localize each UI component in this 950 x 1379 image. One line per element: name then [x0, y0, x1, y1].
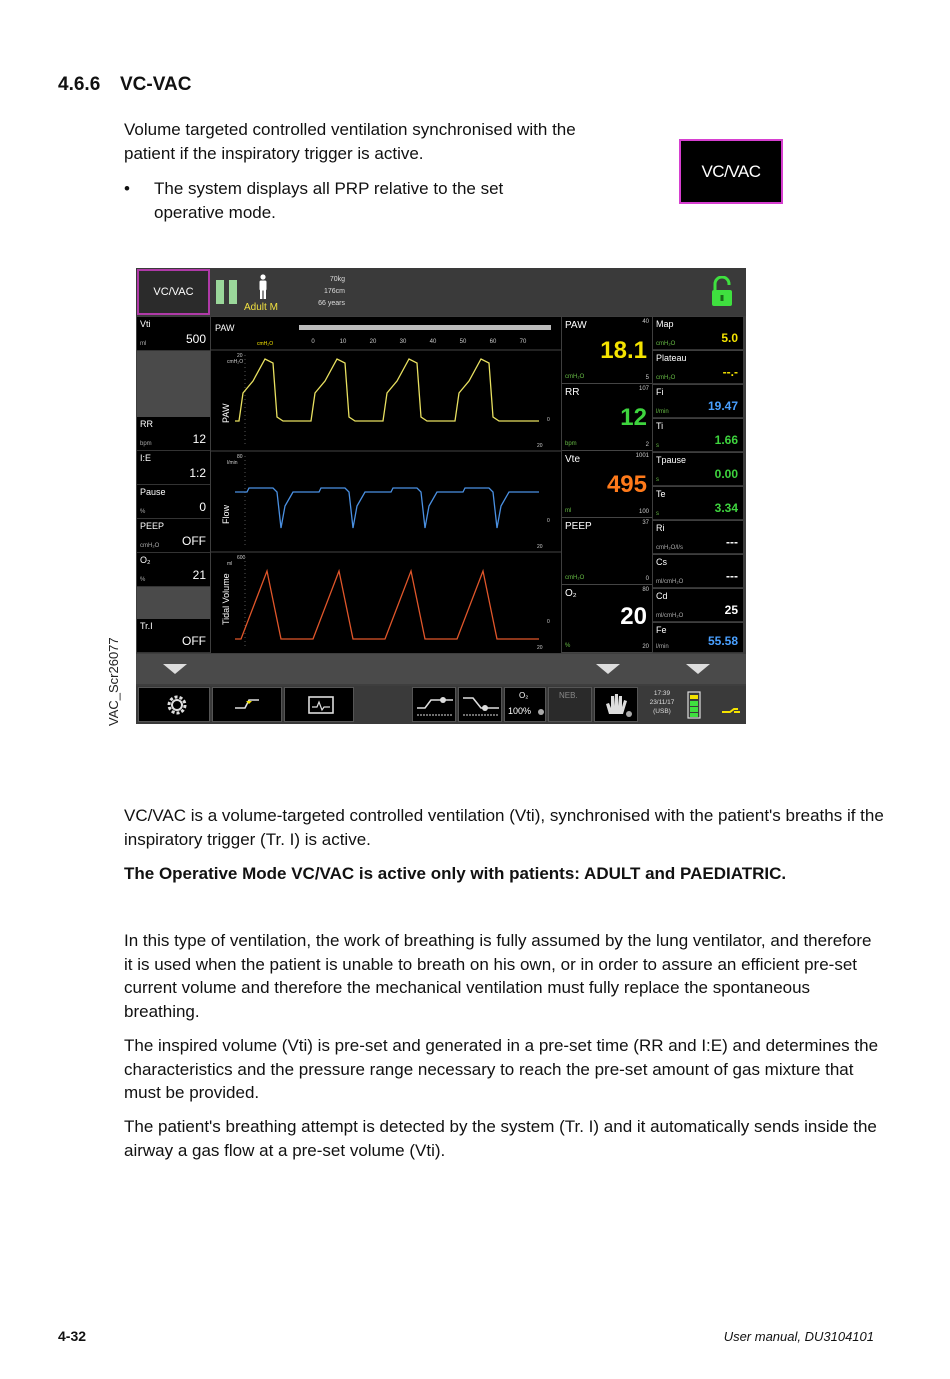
graphics-button — [284, 687, 354, 722]
wave-min: 0 — [547, 518, 550, 524]
section-title — [58, 74, 191, 96]
usb-label: (USB) — [653, 708, 671, 715]
wave-trace — [235, 488, 539, 528]
patient-info — [311, 274, 345, 310]
gear-icon — [139, 688, 211, 721]
wave-unit: l/min — [227, 460, 238, 466]
status-dot-icon — [538, 709, 544, 715]
monitor-paw: PAW 40 18.1 cmH₂O 5 — [562, 317, 652, 384]
wave-panel — [221, 454, 550, 550]
patient-height: 176cm — [323, 288, 345, 295]
monitor-small-column — [653, 317, 743, 653]
battery-icon — [686, 690, 746, 720]
waveform-graphs — [211, 317, 561, 653]
monitor-map: Map cmH₂O 5.0 — [653, 317, 743, 350]
wave-max: 600 — [237, 555, 246, 561]
monitor-plateau: Plateau cmH₂O --.- — [653, 351, 743, 384]
manual-breath-button — [594, 687, 638, 722]
param-peep: PEEP cmH₂O OFF — [137, 519, 210, 553]
wave-end: 20 — [537, 443, 543, 449]
wave-panel — [221, 353, 550, 449]
paragraph-bold: The Operative Mode VC/VAC is active only with patients: ADULT and PAEDIATRIC. — [124, 864, 787, 883]
neb-button — [548, 687, 592, 722]
bar-gauge-track — [299, 325, 551, 330]
bar-gauge-tick-label: 0 — [311, 339, 315, 345]
monitor-fi: Fi l/min 19.47 — [653, 385, 743, 418]
bar-gauge-tick-label: 40 — [429, 339, 437, 345]
wave-trace — [235, 571, 539, 639]
wave-label: PAW — [221, 403, 231, 423]
chevron-down-icon — [686, 664, 710, 674]
waveform-area — [211, 317, 561, 653]
param-trigger: Tr.I OFF — [137, 619, 210, 653]
neb-label: NEB. — [559, 691, 578, 700]
manual-reference: User manual, DU3104101 — [723, 1329, 874, 1344]
monitor-peep: PEEP 37 cmH₂O 0 — [562, 518, 652, 585]
o2-label: O₂ — [519, 691, 529, 700]
empty-slot — [137, 351, 210, 417]
ventilator-screen — [136, 268, 746, 724]
param-pause: Pause % 0 — [137, 485, 210, 519]
bullet-dot: • — [124, 179, 130, 198]
menu-strip — [136, 654, 746, 684]
monitor-graph-icon — [285, 688, 355, 721]
clock — [644, 689, 680, 716]
exp-trigger-icon — [459, 688, 503, 721]
wave-unit: cmH₂O — [227, 359, 244, 365]
chevron-down-icon — [596, 664, 620, 674]
exp-trigger-button — [458, 687, 502, 722]
paragraph: The patient's breathing attempt is detected by the system (Tr. I) and it automatically sends inside the airway a gas flow at a pre-set volume (Vti). — [124, 1117, 877, 1160]
monitor-cd: Cd ml/cmH₂O 25 — [653, 589, 743, 622]
settings-button — [138, 687, 210, 722]
wave-panels — [221, 353, 550, 651]
bar-gauge-tick-label: 10 — [339, 339, 347, 345]
bar-gauge-unit: cmH₂O — [257, 341, 274, 347]
rise-time-icon — [413, 688, 457, 721]
monitor-vte: Vte 1001 495 ml 100 — [562, 451, 652, 518]
bar-gauge-tick-label: 60 — [489, 339, 497, 345]
bullet-text: The system displays all PRP relative to the set operative mode. — [154, 179, 504, 222]
bar-gauge-tick-label: 30 — [399, 339, 407, 345]
o2-button — [504, 687, 546, 722]
wave-end: 20 — [537, 544, 543, 550]
page-number: 4-32 — [58, 1328, 87, 1344]
paragraph: The inspired volume (Vti) is pre-set and generated in a pre-set time (RR and I:E) and determines the characteristics and the pressure range necessary to reach the pre-set amount of gas mixture that must be provided. — [124, 1036, 879, 1102]
paragraph: VC/VAC is a volume-targeted controlled ventilation (Vti), synchronised with the patient's breaths if the inspiratory trigger (Tr. I) is active. — [124, 806, 884, 849]
monitor-big-column — [562, 317, 652, 653]
wave-trace — [235, 359, 539, 421]
o2-value: 100% — [508, 706, 532, 716]
wave-min: 0 — [547, 619, 550, 625]
wave-label: Flow — [221, 504, 231, 524]
wave-end: 20 — [537, 645, 543, 651]
mode-button-image: VC/VAC — [679, 139, 783, 204]
screen-top-bar — [136, 268, 746, 316]
wave-max: 80 — [237, 454, 243, 460]
unlock-icon — [710, 276, 734, 308]
patient-type: Adult M — [244, 302, 278, 313]
screen-bottom-bar — [136, 686, 746, 724]
section-number: 4.6.6 — [58, 74, 101, 95]
hand-icon — [595, 688, 639, 721]
figure-caption: VAC_Scr26077 — [106, 637, 121, 726]
param-o2: O₂ % 21 — [137, 553, 210, 587]
param-vti: Vti ml 500 — [137, 317, 210, 351]
bar-gauge-label: PAW — [215, 323, 235, 333]
clock-time: 17:39 — [653, 690, 671, 697]
paragraph: In this type of ventilation, the work of breathing is fully assumed by the lung ventilator, and therefore it is used when the patient is unable to breath on his own, or in order to assure an efficient pre-set current volume and therefore the mechanical ventilation must fully replace the spontaneous breathing. — [124, 931, 872, 1021]
monitor-ti: Ti s 1.66 — [653, 419, 743, 452]
bar-gauge-ticks — [311, 339, 527, 345]
param-rr: RR bpm 12 — [137, 417, 210, 451]
mode-selector: VC/VAC — [137, 269, 210, 315]
empty-slot — [137, 587, 210, 619]
intro-text: Volume targeted controlled ventilation synchronised with the patient if the inspiratory trigger is active. — [124, 120, 576, 163]
monitor-rr: RR 107 12 bpm 2 — [562, 384, 652, 451]
patient-weight: 70kg — [329, 276, 345, 283]
rise-time-button — [412, 687, 456, 722]
set-parameters-column — [137, 317, 210, 653]
patient-icon — [256, 274, 270, 300]
bar-gauge-tick-label: 50 — [459, 339, 467, 345]
section-heading: VC-VAC — [120, 74, 192, 95]
bar-gauge-tick-label: 70 — [519, 339, 527, 345]
wave-min: 0 — [547, 417, 550, 423]
monitor-fe: Fe l/min 55.58 — [653, 623, 743, 653]
clock-date: 23/11/17 — [649, 699, 675, 706]
monitor-cs: Cs ml/cmH₂O --- — [653, 555, 743, 588]
wave-panel — [221, 555, 550, 651]
monitor-te: Te s 3.34 — [653, 487, 743, 520]
patient-age: 66 years — [318, 300, 345, 307]
wave-unit: ml — [227, 561, 233, 567]
monitor-tpause: Tpause s 0.00 — [653, 453, 743, 486]
trigger-icon — [213, 688, 283, 721]
chevron-down-icon — [163, 664, 187, 674]
monitor-ri: Ri cmH₂O/l/s --- — [653, 521, 743, 554]
pause-icon — [216, 280, 238, 304]
wave-label: Tidal Volume — [221, 573, 231, 625]
wave-max: 20 — [237, 353, 243, 359]
trigger-button — [212, 687, 282, 722]
bar-gauge-tick-label: 20 — [369, 339, 377, 345]
param-ie: I:E 1:2 — [137, 451, 210, 485]
monitor-o2: O₂ 80 20 % 20 — [562, 585, 652, 653]
